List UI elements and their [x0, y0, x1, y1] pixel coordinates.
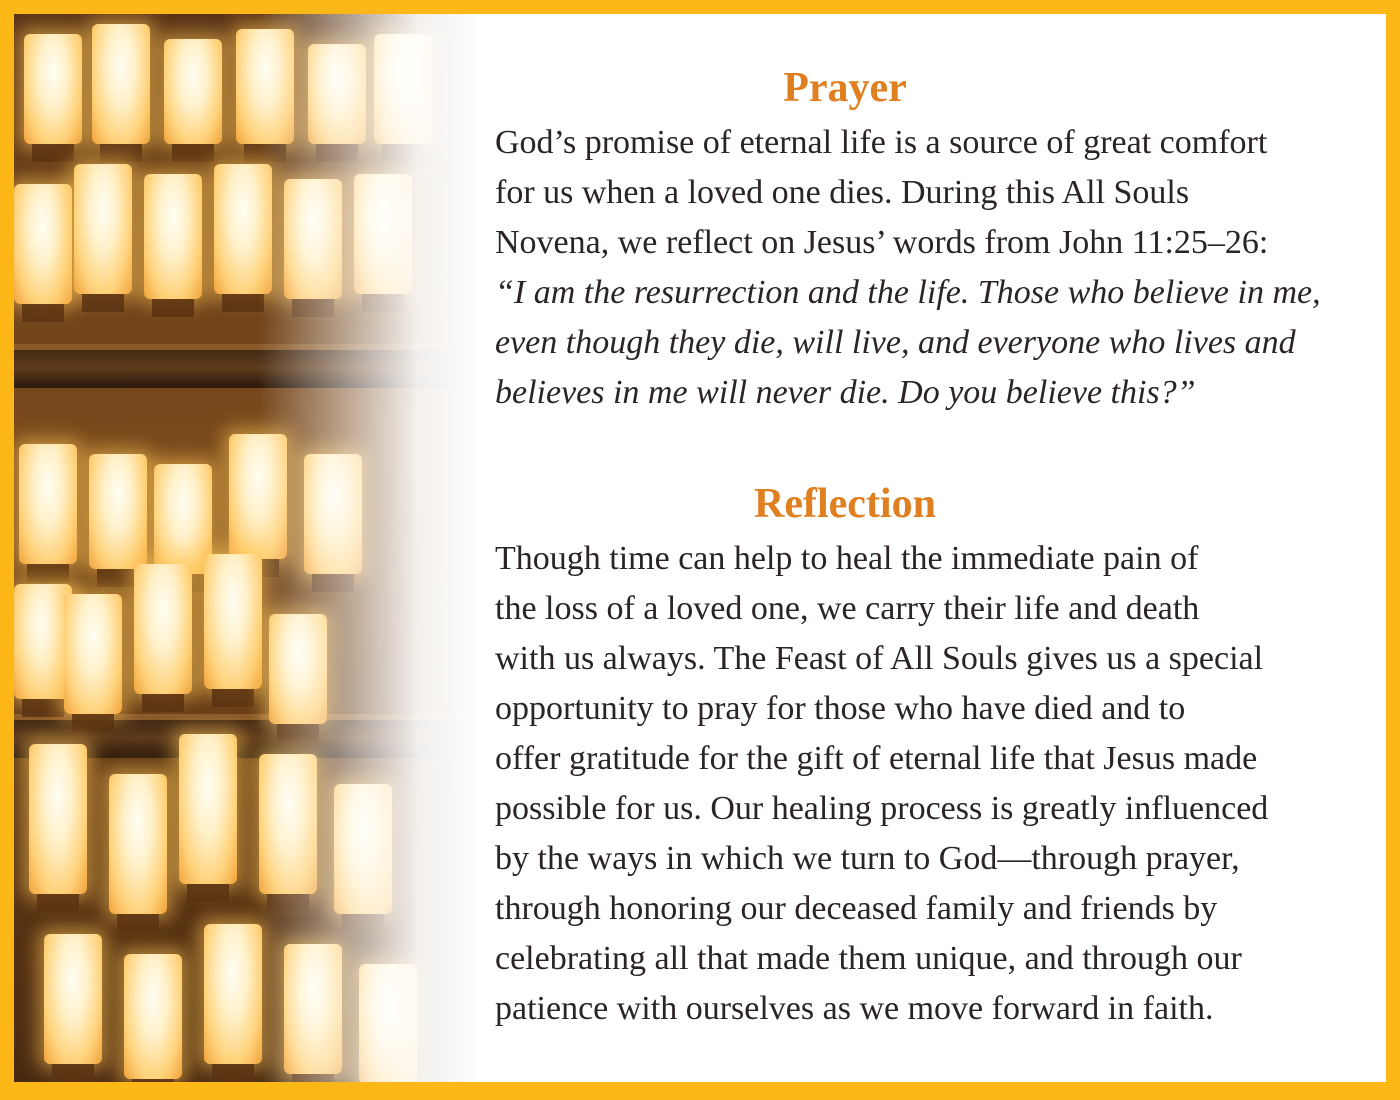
- photo-fade: [14, 14, 484, 1082]
- scripture-quote-line: even though they die, will live, and everyone who lives and: [495, 324, 1296, 361]
- reflection-heading: Reflection: [754, 481, 936, 527]
- text-column: [495, 58, 1375, 1034]
- prayer-line: Novena, we reflect on Jesus’ words from John 11:25–26:: [495, 224, 1269, 261]
- prayer-line: God’s promise of eternal life is a source of great comfort: [495, 124, 1268, 161]
- reflection-line: with us always. The Feast of All Souls gives us a special: [495, 640, 1264, 677]
- reflection-line: the loss of a loved one, we carry their life and death: [495, 590, 1200, 627]
- reflection-line: patience with ourselves as we move forward in faith.: [495, 990, 1214, 1027]
- scripture-quote-line: “I am the resurrection and the life. Those who believe in me,: [495, 274, 1321, 311]
- reflection-line: celebrating all that made them unique, and through our: [495, 940, 1242, 977]
- scripture-quote-line: believes in me will never die. Do you believe this?”: [495, 374, 1196, 411]
- prayer-body: [495, 118, 1375, 418]
- prayer-card: [14, 14, 1386, 1082]
- reflection-line: offer gratitude for the gift of eternal life that Jesus made: [495, 740, 1258, 777]
- candles-photo: [14, 14, 484, 1082]
- reflection-line: by the ways in which we turn to God—through prayer,: [495, 840, 1240, 877]
- prayer-line: for us when a loved one dies. During this All Souls: [495, 174, 1190, 211]
- reflection-line: possible for us. Our healing process is greatly influenced: [495, 790, 1269, 827]
- reflection-line: opportunity to pray for those who have died and to: [495, 690, 1186, 727]
- reflection-line: Though time can help to heal the immediate pain of: [495, 540, 1199, 577]
- reflection-body: [495, 534, 1375, 1034]
- prayer-heading: Prayer: [783, 65, 907, 111]
- reflection-line: through honoring our deceased family and friends by: [495, 890, 1218, 927]
